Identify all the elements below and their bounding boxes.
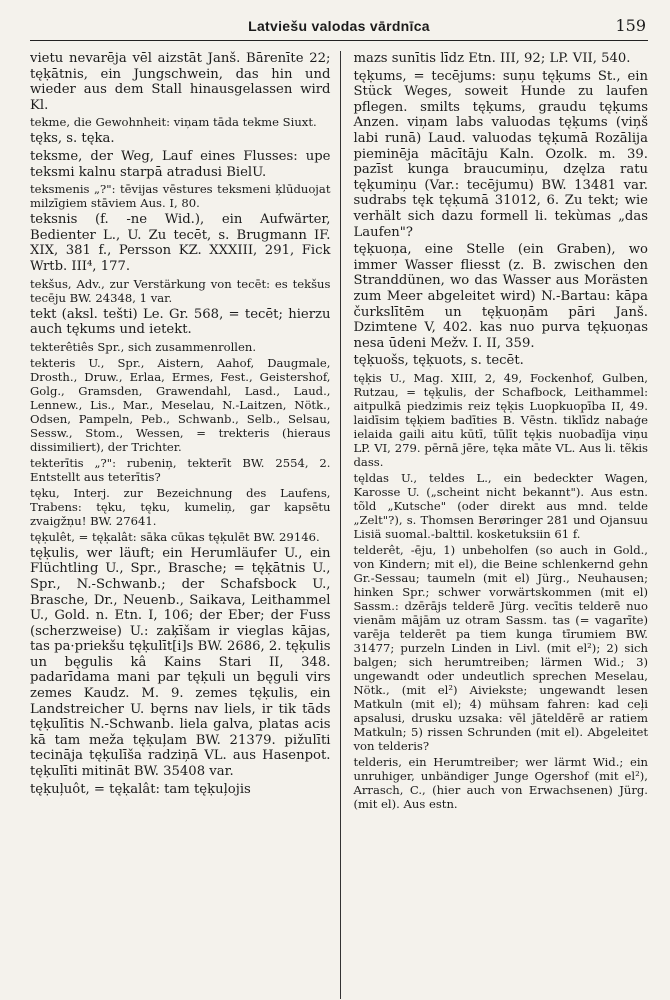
dictionary-entry: telderêt, -ēju, 1) unbeholfen (so auch in Gold., von Kindern; mit el), die Beine schlenkernd gehn Gr.-Sessau; taumeln (mit el) Jürg., Neuhausen; hinken Spr.; schwer vorwärtskommen (mit el) Sassm.: dzērājs telderē Jürg. vecītis telderē nuo vienām mājām uz otram Sassm. tas (= vagarīte) varēja telderēt pa tiem kunga tīrumiem BW. 31477; purzeln Linden in Livl. (mit el²); 2) sich balgen; sich herumtreiben; lärmen Wid.; 3) ungewandt oder undeutlich sprechen Meselau, Nötk., (mit el²) Aiviekste; ungewandt lesen Matkuln (mit el); 4) mühsam fahren: kad ceļi apsalusi, drusku uzsaka: vēl jāteldērē ar ratiem Matkuln; 5) rissen Schrunden (mit el). Abgeleitet von telderis? xyxy=(353,542,648,753)
dictionary-entry: tęḳulêt, = tęḳalât: sāka cūkas tęḳulēt BW. 29146. xyxy=(30,529,320,544)
dictionary-entry: teksnis (f. -ne Wid.), ein Aufwärter, Bedienter L., U. Zu tecēt, s. Brugmann IF. XIX, 381 f., Persson KZ. XXXIII, 291, Fick Wrtb. III⁴, 177. xyxy=(30,212,331,274)
dictionary-entry: vietu nevarēja vēl aizstāt Janš. Bārenīte 22; tęḳātnis, ein Jungschwein, das hin und wieder aus dem Stall hinausgelassen wird Kl. xyxy=(30,51,331,113)
dictionary-entry: tekme, die Gewohnheit: viņam tāda tekme Siuxt. xyxy=(30,115,317,130)
right-column xyxy=(341,51,648,999)
dictionary-entry: tęḳums, = tecējums: suņu tęḳums St., ein Stück Weges, soweit Hunde zu laufen pflegen. smilts tęḳums, graudu tęḳums Anzen. viņam labs valuodas tęḳums (viņš labi runā) Laud. valuodas tęḳumā Rozālija pieminēja mācītāju Kaln. Ozolk. m. 39. pazīst kunga braucumiņu, dzęlza ratu tęḳumiņu (Var.: tecējumu) BW. 13481 var. sudrabs tęk tęḳumā 31012, 6. Zu tekt; wie verhält sich dazu formell li. tekùmas „das Laufen"? xyxy=(353,68,648,240)
dictionary-entry: telderis, ein Herumtreiber; wer lärmt Wid.; ein unruhiger, unbändiger Junge Ogershof (mit el²), Arrasch, C., (hier auch von Erwachsenen) Jürg. (mit el). Aus estn. xyxy=(353,754,648,811)
running-title: Latviešu valodas vārdnīca xyxy=(248,18,430,34)
dictionary-entry: tęḳulis, wer läuft; ein Herumläufer U., ein Flüchtling U., Spr., Brasche; = tęḳātnis U., Spr., N.-Schwanb.; der Schafsbock U., Brasche, Dr., Neuenb., Saikava, Leithammel U., Gold. n. Etn. I, 106; der Eber; der Fuss (scherzweise) U.: zaķīšam ir vieglas kājas, tas pa·priekšu tęḳulīt[i]s BW. 2686, 2. tęḳulis un bęgulis kâ Kains Stari II, 348. padarīdama mani par tęḳuli un bęguli virs zemes Kaudz. M. 9. zemes tęḳulis, ein Landstreicher U. bęrns nav liels, ir tik tāds tęḳulītis N.-Schwanb. liela galva, platas acis kā tam meža tęḳuļam BW. 21379. pižulīti tecināja tęḳulīša radziņā VL. aus Hasenpot. tęḳulīti mitināt BW. 35408 var. xyxy=(30,545,331,780)
dictionary-entry: tekterêtiês Spr., sich zusammenrollen. xyxy=(30,339,257,354)
dictionary-entry: teksme, der Weg, Lauf eines Flusses: upe teksmi kalnu starpā atradusi BielU. xyxy=(30,148,331,180)
dictionary-entry: tęldas U., teldes L., ein bedeckter Wagen, Karosse U. („scheint nicht bekannt"). Aus estn. tõld „Kutsche" (oder direkt aus mnd. telde „Zelt"?), s. Thomsen Berøringer 281 und Ojansuu Lisiä suomal.-balttil. kosketuksiin 61 f. xyxy=(353,470,648,541)
dictionary-entry: tekteris U., Spr., Aistern, Aahof, Daugmale, Drosth., Druw., Erlaa, Ermes, Fest., Geistershof, Golg., Gramsden, Grawendahl, Lasd., Laud., Lennew., Lis., Mar., Meselau, N.-Laitzen, Nötk., Odsen, Pampeln, Peb., Schwanb., Selb., Selsau, Sessw., Stom., Wessen, = trekteris (hieraus dissimiliert), der Trichter. xyxy=(30,355,331,454)
dictionary-entry: tęḳuļuôt, = tęḳalât: tam tęḳuļojis xyxy=(30,781,251,797)
dictionary-entry: tęku, Interj. zur Bezeichnung des Laufens, Trabens: tęku, tęku, kumeliņ, gar kapsētu zvaigžņu! BW. 27641. xyxy=(30,485,331,528)
dictionary-entry: mazs sunītis līdz Etn. III, 92; LP. VII, 540. xyxy=(353,51,631,66)
dictionary-entry: teksmenis „?": tēvijas vēstures teksmeni ķlūduojat milzīgiem stāviem Aus. I, 80. xyxy=(30,182,331,211)
dictionary-entry: tekšus, Adv., zur Verstärkung von tecēt: es tekšus tecēju BW. 24348, 1 var. xyxy=(30,276,331,305)
dictionary-entry: tęḳis U., Mag. XIII, 2, 49, Fockenhof, Gulben, Rutzau, = tęḳulis, der Schafbock, Leithammel: aitpulkā piedzimis reiz tęḳis Luopkuopība II, 49. laidīsim tęḳiem badīties B. Vēstn. tiklīdz nabaģe ielaida gaili aitu kūtī, tūlīt tęḳis nuobadīja viņu LP. VI, 279. pērnā jēre, tęka māte VL. Aus li. tẽkis dass. xyxy=(353,370,648,469)
dictionary-entry: tekt (aksl. tešti) Le. Gr. 568, = tecēt; hierzu auch tękums und ietekt. xyxy=(30,306,331,338)
dictionary-entry: tęks, s. tęka. xyxy=(30,131,115,147)
left-column xyxy=(30,51,340,999)
two-column-body xyxy=(30,51,648,999)
dictionary-entry: tęḳuošs, tęḳuots, s. tecēt. xyxy=(353,353,524,369)
dictionary-entry: tęḳuoņa, eine Stelle (ein Graben), wo immer Wasser fliesst (z. B. zwischen den Stranddünen, wo das Wasser aus Morästen zum Meer abgeleitet wird) N.-Bartau: kāpa čurkslītēm un tęḳuoņām pāri Janš. Dzimtene V, 402. kas nuo purva tęḳuoņas nesa ūdeni Mežv. I. II, 359. xyxy=(353,242,648,351)
page-number: 159 xyxy=(615,16,646,35)
dictionary-entry: tekterītis „?": rubeniņ, tekterīt BW. 2554, 2. Entstellt aus teterītis? xyxy=(30,455,331,484)
page-header xyxy=(30,14,648,41)
